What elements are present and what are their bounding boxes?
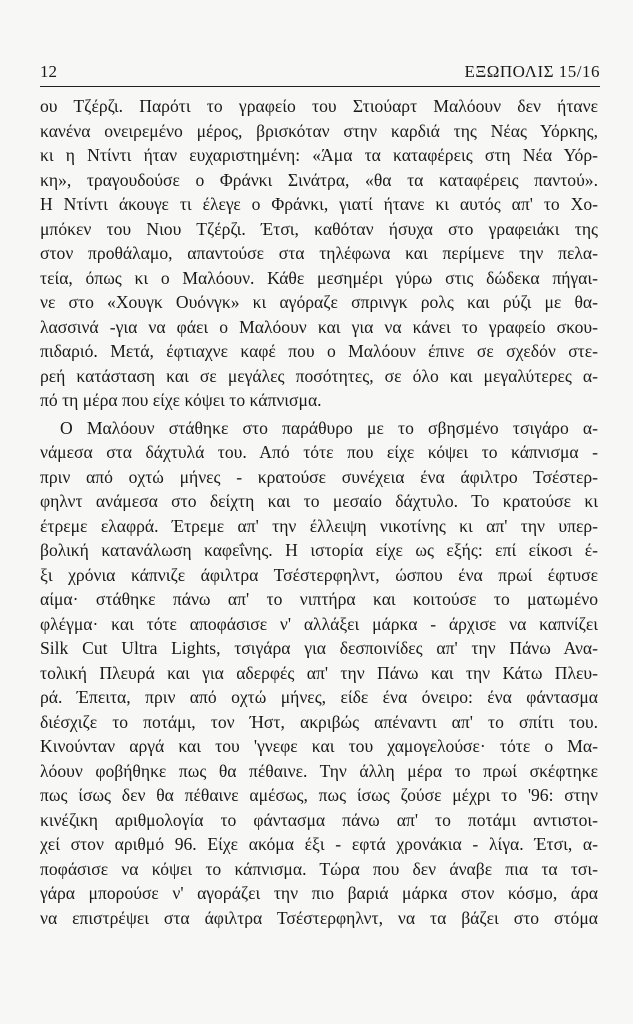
text-line: να επιστρέψει στα άφιλτρα Τσέστερφηλντ, να τα βάζει στο στόμα xyxy=(40,907,598,928)
text-line: κινέζικη αριθμολογία το φάντασμα πάνω απ' το ποτάμι αντιστοι- xyxy=(40,809,598,830)
text-line: πό τη μέρα που είχε κόψει το κάπνισμα. xyxy=(40,390,322,410)
text-line: νε στο «Χουγκ Ουόνγκ» κι αγόραζε σπρινγκ ρολς και ρύζι με θα- xyxy=(40,292,598,312)
text-line: Κινούνταν αργά και του 'γνεφε και του χαμογελούσε· τότε ο Μα- xyxy=(40,736,598,756)
page-number: 12 xyxy=(40,62,57,81)
paragraph-2 xyxy=(40,416,598,931)
text-line: πως ίσως δεν θα πέθαινε αμέσως, πως ίσως ζούσε μέχρι το '96: στην xyxy=(40,785,598,805)
text-line: μπόκεν του Νιου Τζέρζι. Έτσι, καθόταν ήσυχα στο γραφειάκι της xyxy=(40,218,598,239)
text-line: έτρεμε ελαφρά. Έτρεμε απ' την έλλειψη νικοτίνης κι απ' την υπερ- xyxy=(40,515,598,536)
text-line: αίμα· στάθηκε πάνω απ' το νιπτήρα και κοιτούσε το ματωμένο xyxy=(40,589,598,609)
text-line: ου Τζέρζι. Παρότι το γραφείο του Στιούαρτ Μαλόουν δεν ήτανε xyxy=(40,96,598,116)
text-line: φηλντ ανάμεσα στο δείχτη και το μεσαίο δάχτυλο. Το κρατούσε κι xyxy=(40,491,598,511)
text-line: πιδαριό. Μετά, έφτιαχνε καφέ που ο Μαλόουν έπινε σε σχεδόν στε- xyxy=(40,341,598,361)
text-line: τεία, όπως κι ο Μαλόουν. Κάθε μεσημέρι γύρω στις δώδεκα πήγαι- xyxy=(40,267,598,288)
text-line: πριν από οχτώ μήνες - κρατούσε συνέχεια ένα άφιλτρο Τσέστερ- xyxy=(40,466,598,487)
paragraph-1 xyxy=(40,94,598,413)
text-line: κι η Ντίντι ήταν ευχαριστημένη: «Άμα τα καταφέρεις στη Νέα Υόρ- xyxy=(40,145,598,165)
text-line: ξι χρόνια κάπνιζε άφιλτρα Τσέστερφηλντ, ώσπου ένα πρωί έφτυσε xyxy=(40,564,598,585)
body-text xyxy=(40,94,598,930)
text-line: ρά. Έπειτα, πριν από οχτώ μήνες, είδε ένα όνειρο: ένα φάντασμα xyxy=(40,687,598,707)
text-line: γάρα μπορούσε ν' αγοράζει την πιο βαριά μάρκα στον κόσμο, άρα xyxy=(40,883,598,903)
text-line: τολική Πλευρά και για αδερφές απ' την Πάνω και την Κάτω Πλευ- xyxy=(40,662,598,683)
text-line: Η Ντίντι άκουγε τι έλεγε ο Φράνκι, γιατί ήτανε κι αυτός απ' το Χο- xyxy=(40,194,598,214)
text-line: Ο Μαλόουν στάθηκε στο παράθυρο με το σβησμένο τσιγάρο α- xyxy=(60,417,598,438)
text-line: βολική κατανάλωση καφεΐνης. Η ιστορία είχε ως εξής: επί είκοσι έ- xyxy=(40,540,598,560)
text-line: ρεή κατάσταση και σε μεγάλες ποσότητες, σε όλο και μεγαλύτερες α- xyxy=(40,365,598,386)
text-line: Silk Cut Ultra Lights, τσιγάρα για δεσποινίδες απ' την Πάνω Ανα- xyxy=(40,638,598,658)
header-rule xyxy=(40,86,600,87)
text-line: λασσινά -για να φάει ο Μαλόουν και για να κάνει το γραφείο σκου- xyxy=(40,316,598,337)
text-line: λόουν φοβήθηκε πως θα πέθαινε. Την άλλη μέρα το πρωί σκέφτηκε xyxy=(40,760,598,781)
page-header xyxy=(40,62,600,86)
text-line: νάμεσα στα δάχτυλά του. Από τότε που είχε κόψει το κάπνισμα - xyxy=(40,442,598,462)
text-line: διέσχιζε το ποτάμι, τον Ήστ, ακριβώς απέναντι απ' το σπίτι του. xyxy=(40,711,598,732)
text-line: κη», τραγουδούσε ο Φράνκι Σινάτρα, «θα τα καταφέρεις παντού». xyxy=(40,169,598,190)
text-line: ποφάσισε να κόψει το κάπνισμα. Τώρα που δεν άναβε πια τα τσι- xyxy=(40,858,598,879)
text-line: χεί στον αριθμό 96. Είχε ακόμα έξι - εφτά χρονάκια - λίγα. Έτσι, α- xyxy=(40,834,598,854)
text-line: στον προθάλαμο, απαντούσε στα τηλέφωνα και περίμενε την πελα- xyxy=(40,243,598,263)
text-line: κανένα ονειρεμένο μέρος, βρισκόταν στην καρδιά της Νέας Υόρκης, xyxy=(40,120,598,141)
running-head: ΕΞΩΠΟΛΙΣ 15/16 xyxy=(464,62,600,81)
text-line: φλέγμα· και τότε αποφάσισε ν' αλλάξει μάρκα - άρχισε να καπνίζει xyxy=(40,613,598,634)
